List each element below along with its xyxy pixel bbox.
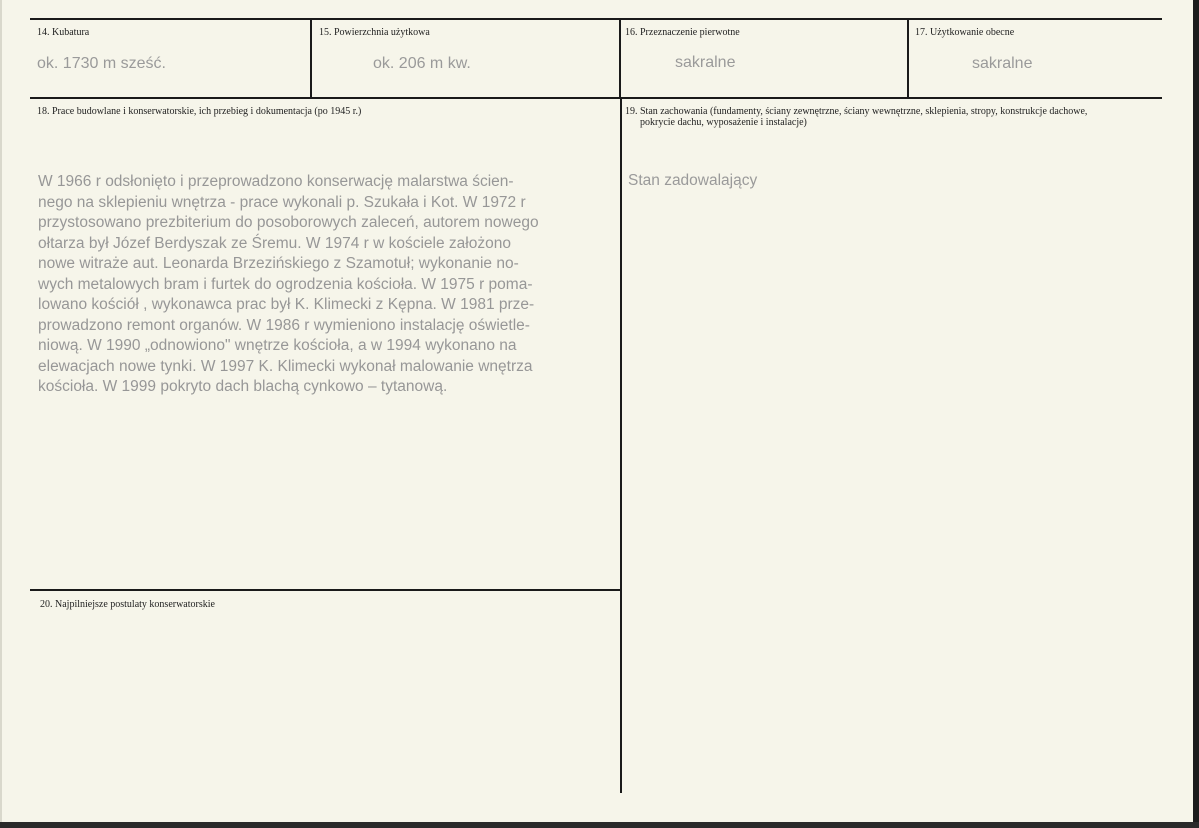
field-18-line: wych metalowych bram i furtek do ogrodzenia kościoła. W 1975 r poma- <box>38 275 533 293</box>
field-15-label: 15. Powierzchnia użytkowa <box>319 27 430 38</box>
field-17-value: sakralne <box>972 55 1033 72</box>
field-19-label-continuation: pokrycie dachu, wyposażenie i instalacje) <box>640 117 807 128</box>
field-18-line: nego na sklepieniu wnętrza - prace wykonali p. Szukała i Kot. W 1972 r <box>38 193 526 211</box>
field-15-value: ok. 206 m kw. <box>373 55 471 72</box>
field-16-label: 16. Przeznaczenie pierwotne <box>625 27 740 38</box>
field-14-value: ok. 1730 m sześć. <box>37 55 166 72</box>
field-18-line: przystosowano prezbiterium do posoborowych zaleceń, autorem nowego <box>38 214 539 231</box>
field-20-label: 20. Najpilniejsze postulaty konserwatorskie <box>40 599 215 610</box>
field-18-text <box>38 172 578 398</box>
field-18-line: W 1966 r odsłonięto i przeprowadzono konserwację malarstwa ścien- <box>38 173 514 190</box>
field-19-label: 19. Stan zachowania (fundamenty, ściany zewnętrzne, ściany wewnętrzne, sklepienia, stropy, konstrukcje dachowe, <box>625 106 1088 117</box>
field-18-line: niową. W 1990 „odnowiono" wnętrze kościoła, a w 1994 wykonano na <box>38 337 517 354</box>
field-17-label: 17. Użytkowanie obecne <box>915 27 1015 38</box>
scan-edge-left <box>0 0 2 828</box>
left-section-rule <box>30 589 621 591</box>
field-18-line: ołtarza był Józef Berdyszak ze Śremu. W 1974 r w kościele założono <box>38 234 511 252</box>
upper-row-divider-3 <box>907 18 909 98</box>
upper-row-divider-2 <box>619 18 621 98</box>
field-18-line: elewacjach nowe tynki. W 1997 K. Klimecki wykonał malowanie wnętrza <box>38 357 533 375</box>
upper-row-divider-1 <box>310 18 312 98</box>
field-18-line: nowe witraże aut. Leonarda Brzezińskiego z Szamotuł; wykonanie no- <box>38 255 519 272</box>
field-18-label: 18. Prace budowlane i konserwatorskie, ich przebieg i dokumentacja (po 1945 r.) <box>37 106 362 117</box>
scan-edge-bottom <box>0 822 1199 828</box>
field-19-value: Stan zadowalający <box>628 172 758 189</box>
field-18-line: prowadzono remont organów. W 1986 r wymieniono instalację oświetle- <box>38 316 530 334</box>
scan-edge-right <box>1193 0 1199 828</box>
field-14-label: 14. Kubatura <box>37 27 90 38</box>
top-rule <box>30 18 1162 20</box>
field-18-line: lowano kościół , wykonawca prac był K. Klimecki z Kępna. W 1981 prze- <box>38 296 535 313</box>
middle-rule <box>30 97 1162 99</box>
field-16-value: sakralne <box>675 54 736 71</box>
field-18-line: kościoła. W 1999 pokryto dach blachą cynkowo – tytanową. <box>38 378 448 395</box>
center-divider <box>620 97 622 793</box>
